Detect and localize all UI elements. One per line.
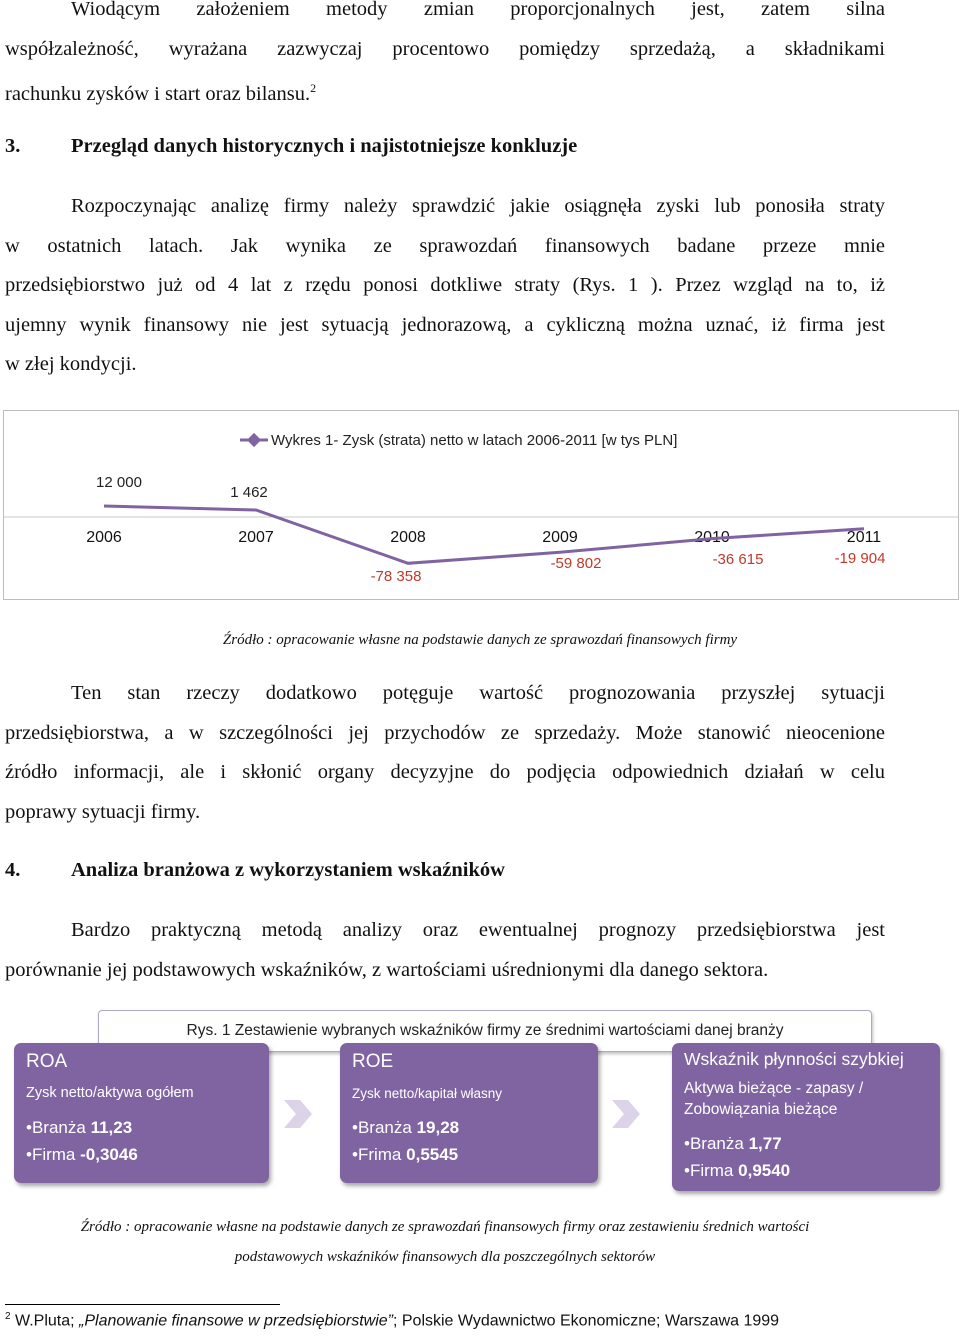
data-label: -19 904 bbox=[834, 550, 886, 567]
profit-chart bbox=[3, 410, 959, 600]
text-line: przedsiębiorstwa, a w szczególności jej przychodów ze sprzedaży. Może stanowić nieocenione bbox=[5, 721, 885, 744]
text-line: w ostatnich latach. Jak wynika ze sprawozdań finansowych badane przeze mnie bbox=[5, 234, 885, 257]
chevron-right-icon bbox=[278, 1094, 318, 1134]
x-tick-label: 2011 bbox=[846, 529, 882, 546]
industry-value: •Branża 1,77 bbox=[684, 1134, 782, 1153]
industry-value: •Branża 19,28 bbox=[352, 1118, 460, 1137]
data-label: -59 802 bbox=[550, 555, 602, 572]
industry-value: •Branża 11,23 bbox=[26, 1118, 133, 1137]
legend-marker bbox=[247, 433, 261, 447]
diagram-title: Rys. 1 Zestawienie wybranych wskaźników firmy ze średnimi wartościami danej branży bbox=[98, 1010, 872, 1052]
x-tick-label: 2007 bbox=[238, 529, 274, 546]
text-line: rachunku zysków i start oraz bilansu.$^2$ bbox=[5, 81, 317, 105]
text-line: przedsiębiorstwo już od 4 lat z rzędu ponosi dotkliwe straty (Rys. 1 ). Przez wzgląd na to, iż bbox=[5, 274, 885, 296]
data-label: 1 462 bbox=[230, 484, 268, 501]
text-line: ujemny wynik finansowy nie jest sytuacją jednorazową, a cykliczną można uznać, iż firma jest bbox=[5, 313, 885, 336]
box-formula: Zysk netto/aktywa ogółem bbox=[26, 1085, 194, 1101]
diagram-source-note bbox=[0, 1212, 890, 1272]
text-line: w złej kondycji. bbox=[5, 353, 137, 375]
roe-box bbox=[340, 1043, 598, 1183]
data-label: -78 358 bbox=[370, 568, 422, 585]
section-heading-4: 4. Analiza branżowa z wykorzystaniem wskaźników bbox=[5, 859, 505, 881]
footnote-number: 2 bbox=[5, 1311, 11, 1322]
text-line: Bardzo praktyczną metodą analizy oraz ewentualnej prognozy przedsiębiorstwa jest bbox=[71, 919, 885, 941]
box-formula: Aktywa bieżące - zapasy / Zobowiązania bieżące bbox=[684, 1080, 864, 1118]
text-line: poprawy sytuacji firmy. bbox=[5, 800, 201, 823]
footnote-ref[interactable]: 2 bbox=[310, 81, 317, 95]
roa-box bbox=[14, 1043, 269, 1183]
data-label: 12 000 bbox=[96, 474, 142, 491]
legend-label: Wykres 1- Zysk (strata) netto w latach 2006-2011 [w tys PLN] bbox=[271, 432, 678, 449]
book-title: „Planowanie finansowe w przedsiębiorstwie” bbox=[79, 1312, 393, 1330]
source-line: Źródło : opracowanie własne na podstawie danych ze sprawozdań finansowych firmy oraz zestawieniu średnich wartości bbox=[80, 1219, 810, 1235]
box-title: ROA bbox=[26, 1051, 68, 1072]
box-formula: Zysk netto/kapitał własny bbox=[352, 1086, 503, 1101]
text-line: współzależność, wyrażana zazwyczaj procentowo pomiędzy sprzedażą, a składnikami bbox=[5, 37, 885, 60]
x-tick-label: 2006 bbox=[86, 529, 122, 546]
footnote-divider bbox=[5, 1304, 280, 1305]
box-title: ROE bbox=[352, 1051, 394, 1072]
paragraph-forecast bbox=[5, 674, 885, 832]
x-tick-label: 2009 bbox=[542, 529, 578, 546]
indicator-diagram bbox=[0, 1005, 960, 1205]
profit-chart-svg bbox=[4, 411, 958, 599]
footnote: $^2$ W.Pluta; „Planowanie finansowe w przedsiębiorstwie”; Polskie Wydawnictwo Ekonomiczne; Warszawa 1999 bbox=[5, 1311, 780, 1330]
chevron-right-icon bbox=[606, 1094, 646, 1134]
company-value: •Frima 0,5545 bbox=[352, 1145, 459, 1164]
chart-legend bbox=[240, 432, 677, 449]
text-line: Wiodącym założeniem metody zmian proporcjonalnych jest, zatem silna bbox=[71, 0, 885, 20]
source-line: podstawowych wskaźników finansowych dla poszczególnych sektorów bbox=[234, 1249, 656, 1265]
section-heading-3: 3. Przegląd danych historycznych i najistotniejsze konkluzje bbox=[5, 135, 578, 157]
company-value: •Firma -0,3046 bbox=[26, 1145, 138, 1164]
data-label: -36 615 bbox=[712, 551, 764, 568]
box-title: Wskaźnik płynności szybkiej bbox=[684, 1049, 904, 1069]
paragraph-intro bbox=[5, 0, 885, 114]
paragraph-history bbox=[5, 187, 885, 385]
text-line: porównanie jej podstawowych wskaźników, z wartościami uśrednionymi dla danego sektora. bbox=[5, 958, 769, 981]
x-tick-label: 2010 bbox=[694, 529, 730, 546]
text-line: Ten stan rzeczy dodatkowo potęguje wartość prognozowania przyszłej sytuacji bbox=[71, 682, 885, 704]
liquidity-box bbox=[672, 1043, 940, 1191]
chart-source-note: Źródło : opracowanie własne na podstawie danych ze sprawozdań finansowych firmy bbox=[222, 632, 738, 648]
text-line: źródło informacji, ale i skłonić organy decyzyjne do podjęcia odpowiednich działań w celu bbox=[5, 761, 885, 783]
text-line: Rozpoczynając analizę firmy należy sprawdzić jakie osiągnęła zyski lub ponosiła straty bbox=[71, 195, 885, 217]
paragraph-industry bbox=[5, 911, 885, 990]
company-value: •Firma 0,9540 bbox=[684, 1161, 791, 1180]
x-tick-label: 2008 bbox=[390, 529, 426, 546]
